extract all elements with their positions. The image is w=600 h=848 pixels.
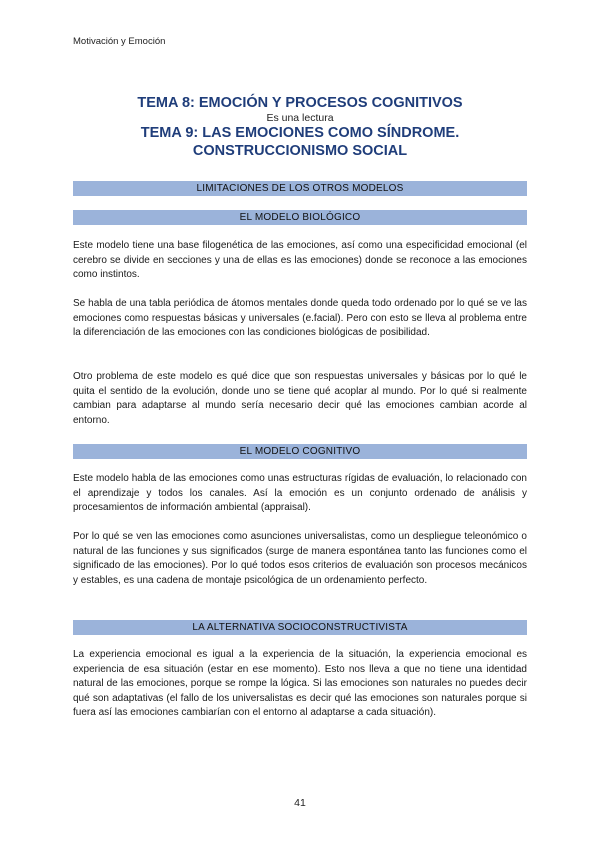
tema9-title-line1: TEMA 9: LAS EMOCIONES COMO SÍNDROME.: [140, 125, 460, 141]
section-heading-biologico: EL MODELO BIOLÓGICO: [73, 210, 527, 225]
paragraph-biologico-2: Se habla de una tabla periódica de átomos mentales donde queda todo ordenado por lo qué se ve las emociones como respuestas básicas y universales (e.facial). Pero con esto se lleva al problema entre la diferenciación de las emociones con las condiciones biológicas de posibilidad.: [73, 298, 527, 338]
paragraph-cognitivo-2: Por lo qué se ven las emociones como asunciones universalistas, como un despliegue teleonómico o natural de las funciones y sus significados (surge de manera espontánea tanto las funciones como el significado de las emociones). Por lo qué todos esos criterios de evaluación son procesos mecánicos y estables, es una cadena de montaje psicológica de un ordenamiento perfecto.: [73, 531, 527, 586]
paragraph-cognitivo-1: Este modelo habla de las emociones como unas estructuras rígidas de evaluación, lo relacionado con el aprendizaje y todos los canales. Así la emoción es un conjunto ordenado de análisis y procesamientos de información ambiental (appraisal).: [73, 473, 527, 513]
page-number: 41: [294, 797, 306, 809]
paragraph-biologico-3: Otro problema de este modelo es qué dice que son respuestas universales y básicas por lo qué le quita el sentido de la evolución, donde uno se tiene qué acoplar al mundo. Por lo qué si realmente cambian para adaptarse al mundo sería necesario decir qué las emociones cambian acorde al entorno.: [73, 371, 527, 426]
reading-note: Es una lectura: [266, 112, 334, 124]
paragraph-socioconstructivista-1: La experiencia emocional es igual a la experiencia de la situación, la experiencia emocional es experiencia de esa situación (estar en ese momento). Esto nos lleva a que no tiene una identidad natural de las emociones, porque se rompe la lógica. Si las emociones son naturales no puedes decir qué son adaptativas (el fallo de los universalistas es decir qué las emociones son naturales porque si fuera así las emociones cambiarían con el entorno al adaptarse a cada situación).: [73, 649, 527, 718]
section-heading-socioconstructivista: LA ALTERNATIVA SOCIOCONSTRUCTIVISTA: [73, 620, 527, 635]
tema9-title-line2: CONSTRUCCIONISMO SOCIAL: [192, 143, 408, 159]
tema8-title: TEMA 8: EMOCIÓN Y PROCESOS COGNITIVOS: [137, 95, 463, 111]
section-heading-limitaciones: LIMITACIONES DE LOS OTROS MODELOS: [73, 181, 527, 196]
running-header: Motivación y Emoción: [73, 36, 166, 47]
paragraph-biologico-1: Este modelo tiene una base filogenética de las emociones, así como una especificidad emocional (el cerebro se divide en secciones y una de ellas es las emociones) donde se reconoce a las emociones como instintos.: [73, 240, 527, 280]
section-heading-cognitivo: EL MODELO COGNITIVO: [73, 444, 527, 459]
title-block: [73, 94, 527, 160]
